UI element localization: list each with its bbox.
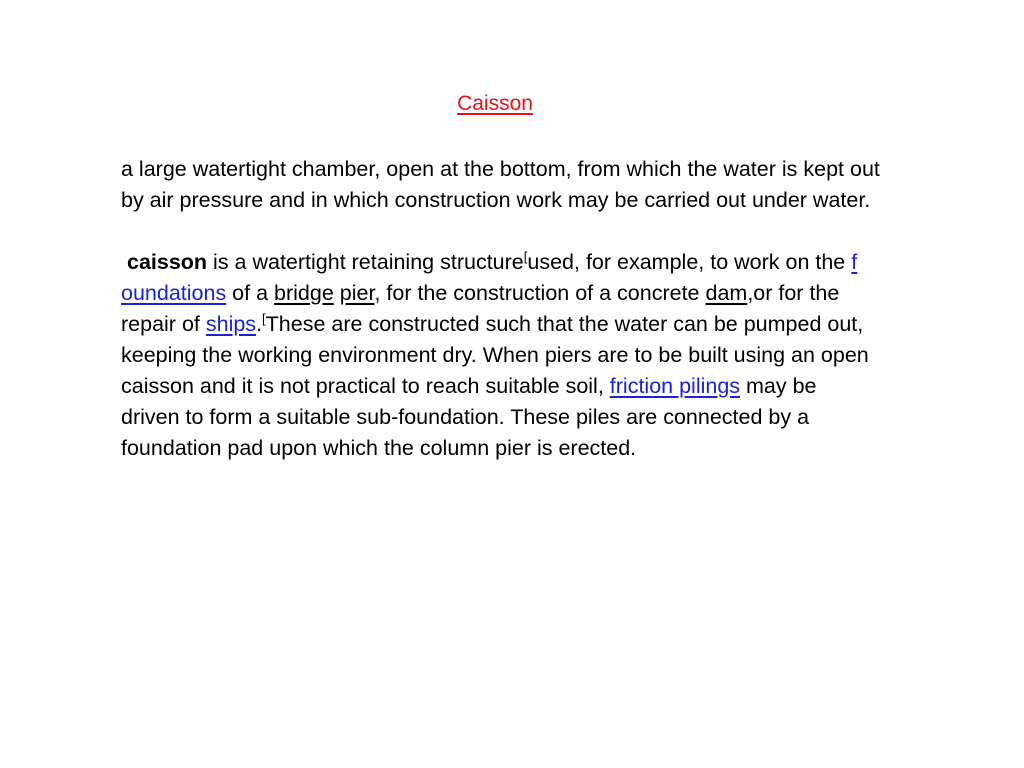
link-dam[interactable]: dam — [705, 281, 748, 305]
link-pier[interactable]: pier — [339, 281, 375, 305]
caisson-paragraph — [121, 247, 881, 464]
text-segment: may be driven to form a suitable sub-foundation. These piles are connected by a foundation pad upon which the column pier is erected. — [121, 374, 817, 460]
link-friction-pilings[interactable]: friction pilings — [609, 374, 741, 398]
link-foundations[interactable]: f oundations — [121, 250, 858, 305]
text-segment: ,or for the repair of — [121, 281, 840, 336]
text-segment: These are constructed such that the water can be pumped out, keeping the working environment dry. When piers are to be built using an open caisson and it is not practical to reach suitable soil, — [121, 312, 869, 398]
slide-title[interactable]: Caisson — [457, 92, 533, 115]
reference-marker[interactable]: [ — [523, 248, 528, 264]
text-segment: used, for example, to work on the — [527, 250, 852, 274]
title-container — [0, 92, 990, 116]
link-ships[interactable]: ships — [205, 312, 257, 336]
text-segment: , for the construction of a concrete — [374, 281, 706, 305]
text-segment: is a watertight retaining structure — [207, 250, 524, 274]
slide-body — [121, 154, 881, 464]
link-bridge[interactable]: bridge — [274, 281, 334, 305]
definition-paragraph: a large watertight chamber, open at the bottom, from which the water is kept out by air pressure and in which construction work may be carried out under water. — [121, 157, 880, 212]
text-segment: . — [256, 312, 263, 336]
term-caisson: caisson — [126, 250, 208, 274]
text-segment: of a — [226, 281, 275, 305]
reference-marker[interactable]: [ — [262, 310, 266, 326]
paragraph-gap — [121, 216, 881, 247]
